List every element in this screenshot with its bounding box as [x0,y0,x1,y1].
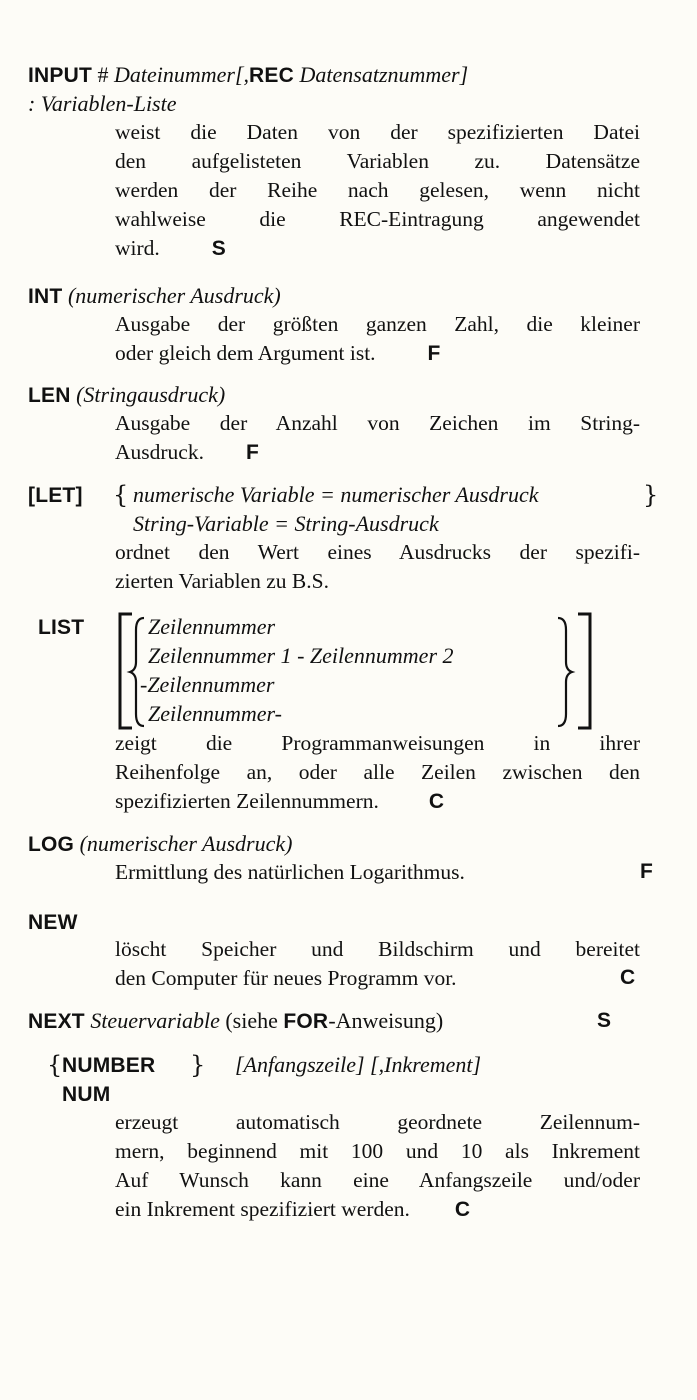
next-paren-open: (siehe [219,1008,284,1033]
int-arg: (numerischer Ausdruck) [62,283,281,308]
desc-line [115,339,640,368]
desc-line [115,438,640,467]
list-keyword: LIST [38,616,85,639]
log-signature [28,829,292,860]
desc-line [115,234,640,263]
input-arg-varlist: : Variablen-Liste [28,91,177,116]
next-paren-close: -Anweisung) [328,1008,444,1033]
right-brace-icon: } [643,481,659,509]
desc-line: zierten Variablen zu B.S. [115,569,329,593]
desc-line: erzeugt automatisch geordnete Zeilennum- [115,1110,640,1134]
desc-line: weist die Daten von der spezifizierten Datei [115,120,640,144]
len-keyword: LEN [28,384,71,407]
list-form-single: Zeilennummer [148,614,276,639]
desc-line: ordnet den Wert eines Ausdrucks der spezifi- [115,540,640,564]
desc-line: zeigt die Programmanweisungen in ihrer [115,731,640,755]
let-form-string: String-Variable = String-Ausdruck [133,511,439,536]
list-form-from: Zeilennummer- [148,701,282,726]
desc-line: löscht Speicher und Bildschirm und bereitet [115,937,640,961]
desc-line: den aufgelisteten Variablen zu. Datensätze [115,149,640,173]
category-badge: C [454,1198,471,1221]
list-keyword-wrap [38,612,84,643]
desc-text: ein Inkrement spezifiziert werden. [115,1197,410,1221]
input-rec-keyword: REC [249,64,294,87]
desc-line: Ermittlung des natürlichen Logarithmus. [115,860,465,884]
desc-line: mern, beginnend mit 100 und 10 als Inkrement [115,1139,640,1163]
next-category-badge: S [597,1009,612,1032]
num-keyword: NUM [62,1083,111,1106]
let-description [115,538,640,596]
list-form-upto: -Zeilennummer [140,672,275,697]
list-form-range: Zeilennummer 1 - Zeilennummer 2 [148,643,454,668]
number-arg: [Anfangszeile] [,Inkrement] [235,1052,482,1077]
next-keyword: NEXT [28,1010,85,1033]
len-signature [28,380,225,411]
number-description [115,1108,640,1224]
int-keyword: INT [28,285,63,308]
number-right-brace-icon: } [190,1051,206,1079]
desc-text: spezifizierten Zeilennummern. [115,789,379,813]
desc-text: wird. [115,236,160,260]
desc-line [115,1195,640,1224]
log-arg: (numerischer Ausdruck) [74,831,293,856]
input-arg-record: Datensatznummer] [294,62,469,87]
desc-line: werden der Reihe nach gelesen, wenn nicht [115,178,640,202]
log-category-badge: F [640,860,653,883]
input-description [115,118,640,263]
new-keyword: NEW [28,911,78,934]
desc-line: Reihenfolge an, oder alle Zeilen zwischen den [115,760,640,784]
desc-text: Ausdruck. [115,440,204,464]
len-description [115,409,640,467]
left-brace-icon: { [113,481,129,509]
category-badge: C [428,790,445,813]
let-keyword-wrap [28,480,83,511]
category-badge: F [427,342,441,365]
int-description [115,310,640,368]
new-keyword-wrap [28,907,78,938]
desc-line [115,787,640,816]
len-arg: (Stringausdruck) [70,382,226,407]
desc-text: den Computer für neues Programm vor. [115,966,457,990]
list-description [115,729,640,816]
new-description [115,935,640,993]
input-signature [28,60,468,91]
desc-line: Ausgabe der größten ganzen Zahl, die kleiner [115,312,640,336]
num-keyword-wrap [62,1079,110,1110]
number-left-brace-icon: { [47,1051,63,1079]
next-for-reference: FOR [283,1010,329,1033]
int-signature [28,281,281,312]
number-keyword: NUMBER [62,1054,156,1077]
input-arg-file: Dateinummer[, [114,62,250,87]
next-signature [28,1006,443,1037]
next-arg: Steuervariable [84,1008,220,1033]
let-keyword: [LET] [28,484,83,507]
category-badge: F [245,441,259,464]
log-description [115,858,640,887]
let-form-numeric: numerische Variable = numerischer Ausdruck [133,482,539,507]
desc-line: wahlweise die REC-Eintragung angewendet [115,207,640,231]
desc-line [115,964,640,993]
desc-line: Auf Wunsch kann eine Anfangszeile und/oder [115,1168,640,1192]
log-keyword: LOG [28,833,75,856]
desc-text: oder gleich dem Argument ist. [115,341,376,365]
new-category-badge: C [620,966,636,989]
number-keyword-wrap [62,1050,155,1081]
input-hash: # [92,62,114,87]
category-badge: S [211,237,226,260]
input-keyword: INPUT [28,64,92,87]
desc-line: Ausgabe der Anzahl von Zeichen im String- [115,411,640,435]
